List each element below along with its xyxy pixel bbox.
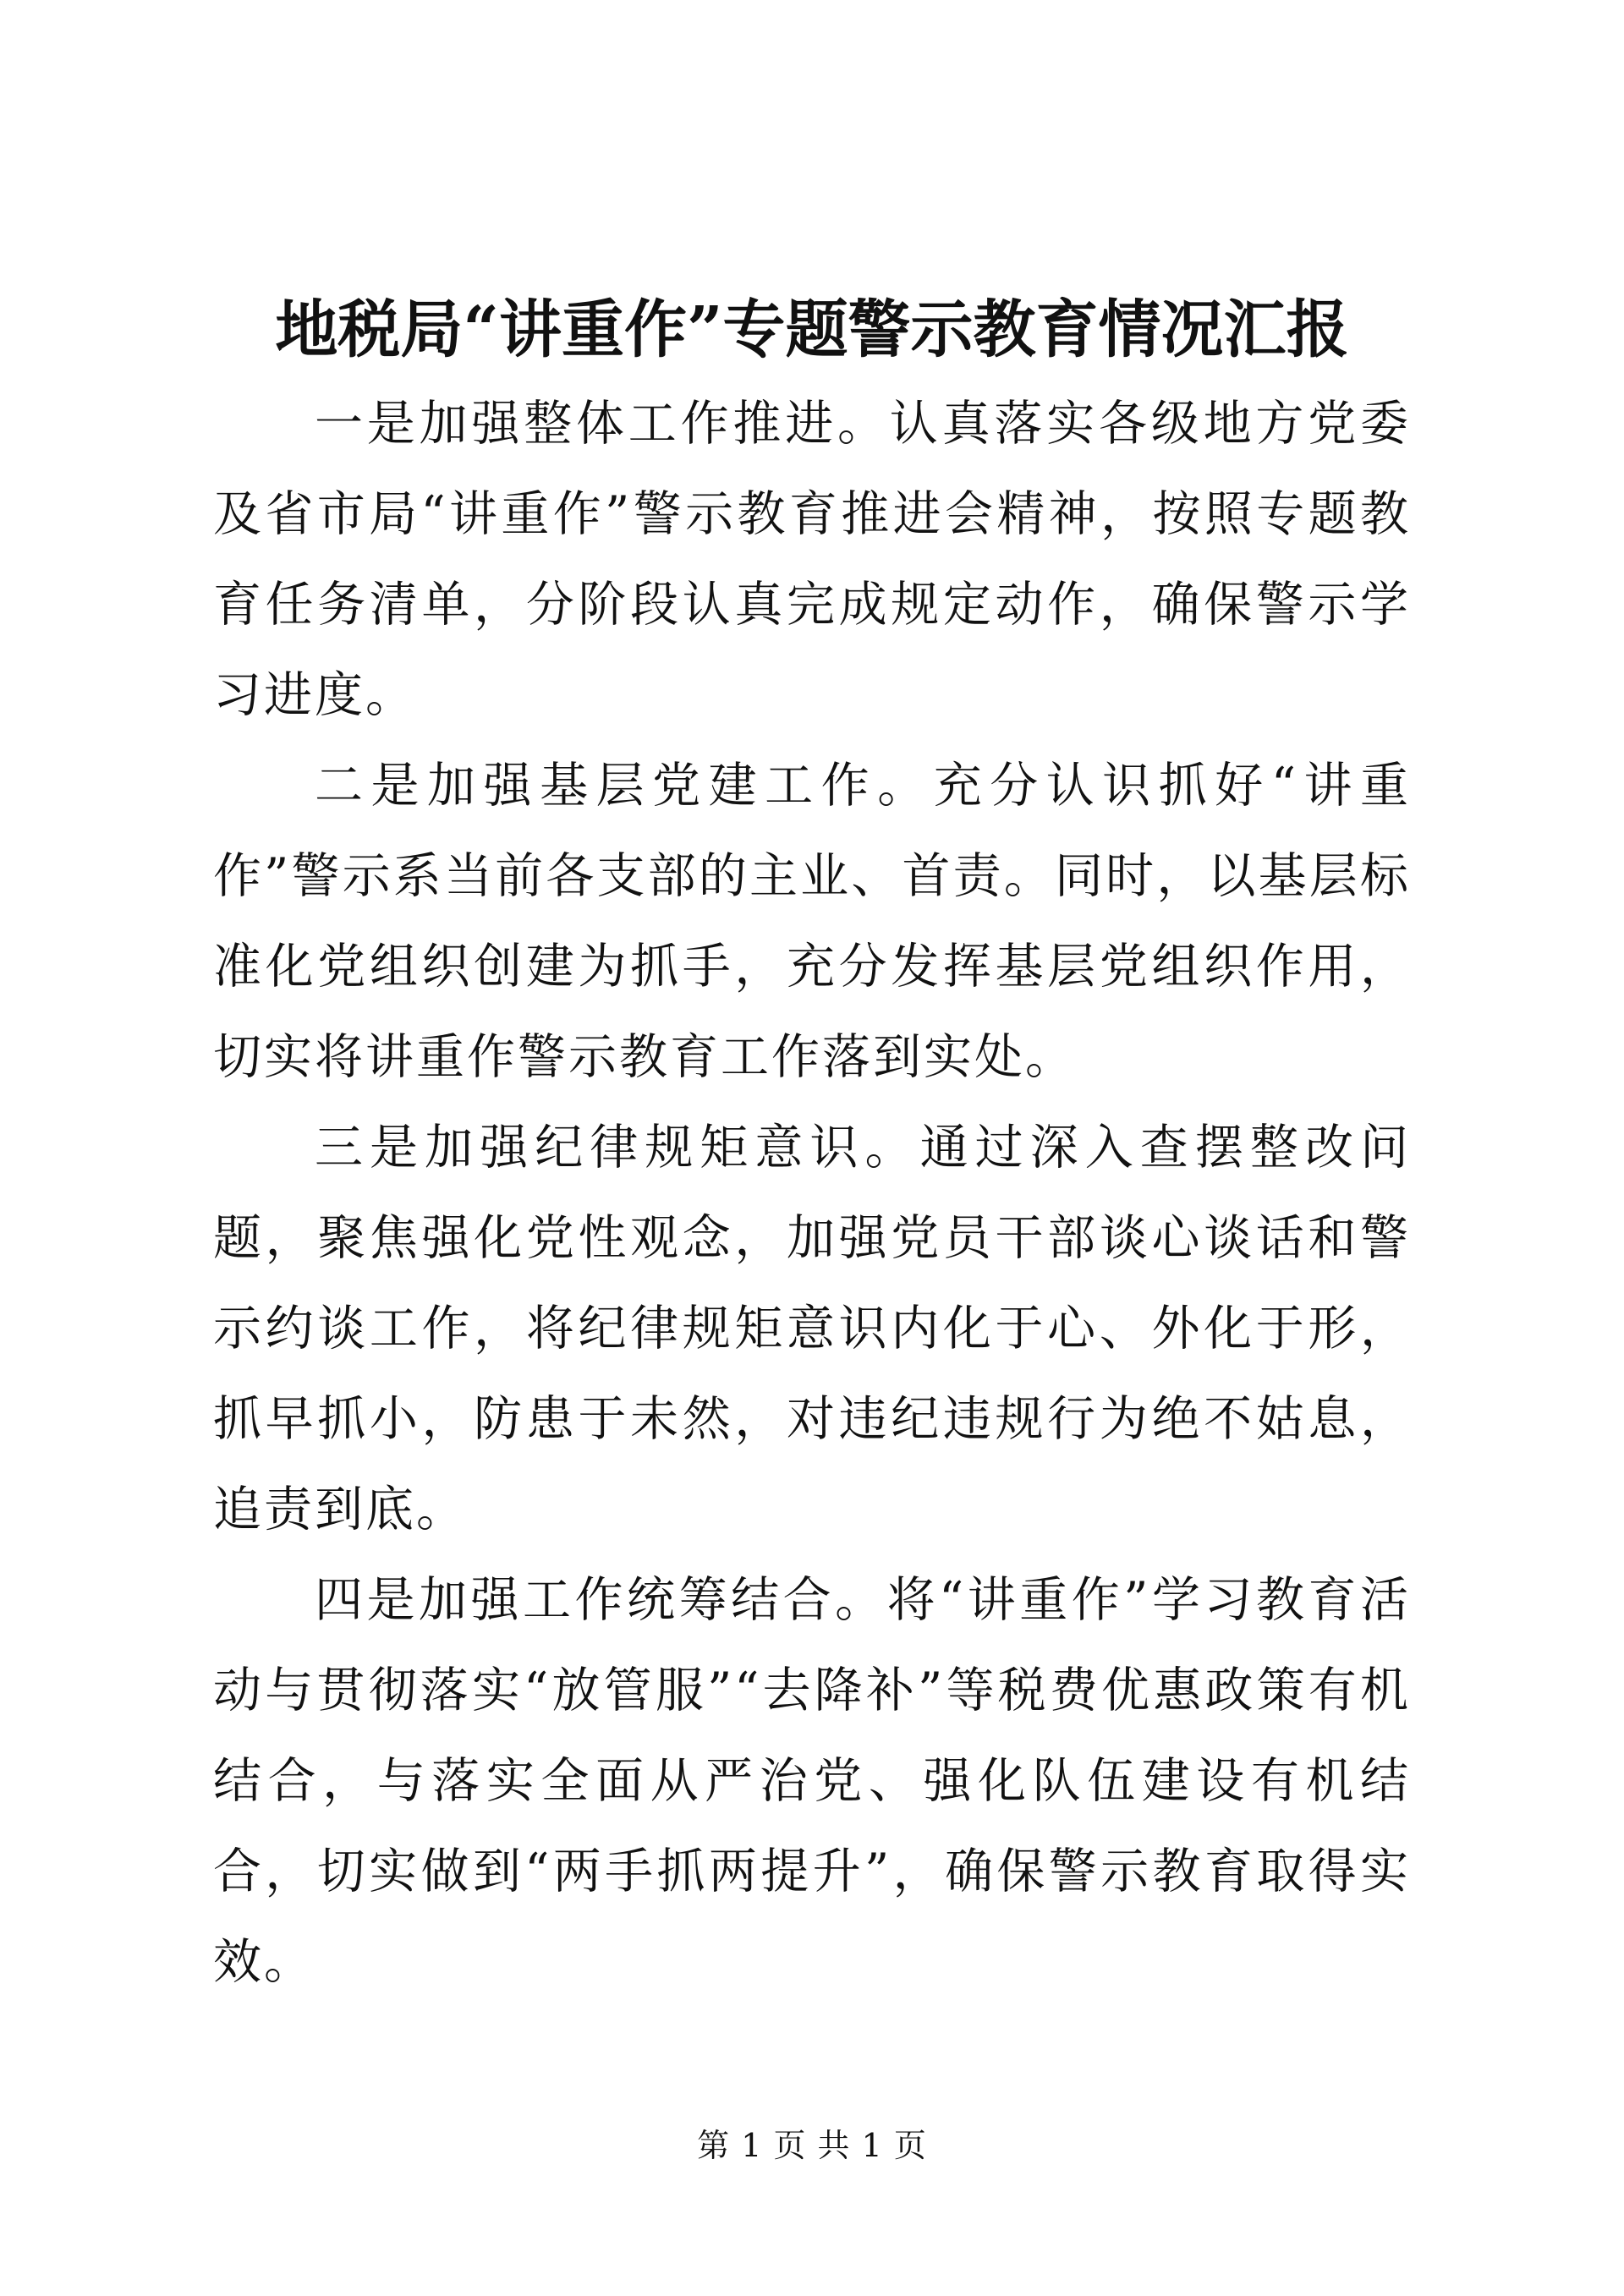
document-title: 地税局“讲重作”专题警示教育情况汇报 <box>275 293 1349 366</box>
document-body <box>213 379 1411 2008</box>
paragraph-2: 二是加强基层党建工作。充分认识抓好“讲重作”警示系当前各支部的主业、首责。同时，以基层标准化党组织创建为抓手，充分发挥基层党组织作用，切实将讲重作警示教育工作落到实处。 <box>213 758 1411 1085</box>
page-footer: 第 1 页 共 1 页 <box>697 2127 927 2164</box>
paragraph-4: 四是加强工作统筹结合。将“讲重作”学习教育活动与贯彻落实“放管服”“去降补”等税费优惠政策有机结合，与落实全面从严治党、强化队伍建设有机结合，切实做到“两手抓两提升”，确保警示教育取得实效。 <box>213 1572 1411 1990</box>
paragraph-1: 一是加强整体工作推进。认真落实各级地方党委及省市局“讲重作”警示教育推进会精神，按照专题教育任务清单，分阶段认真完成规定动作，确保警示学习进度。 <box>213 396 1411 723</box>
paragraph-3: 三是加强纪律规矩意识。通过深入查摆整改问题，聚焦强化党性观念，加强党员干部谈心谈话和警示约谈工作，将纪律规矩意识内化于心、外化于形，抓早抓小，防患于未然，对违纪违规行为绝不姑息，追责到底。 <box>213 1120 1411 1537</box>
